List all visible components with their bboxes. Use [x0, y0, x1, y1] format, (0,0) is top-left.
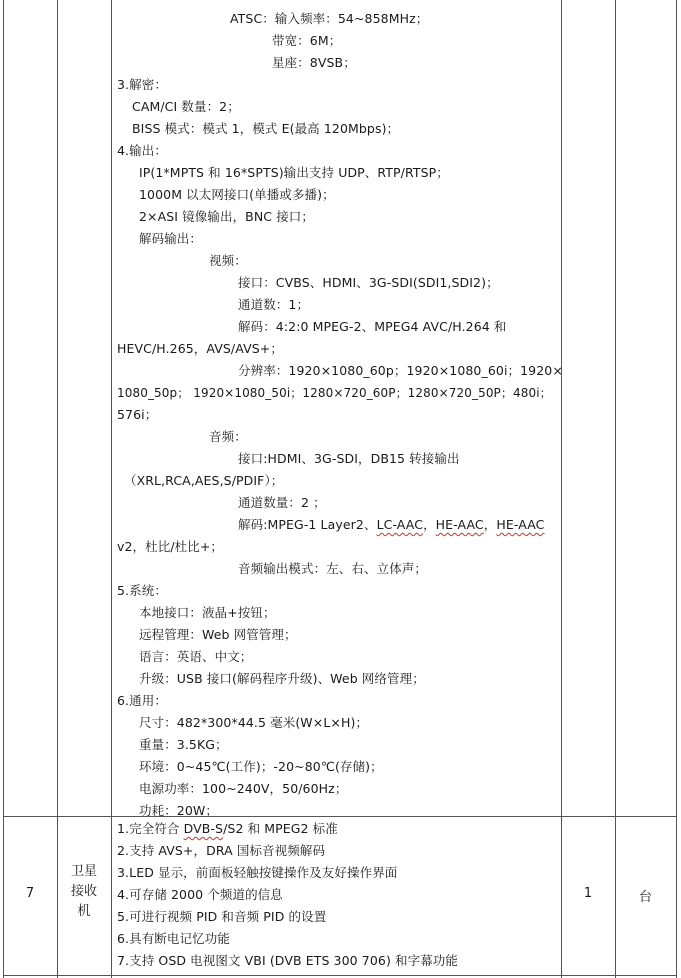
spec-line: 解码：4:2:0 MPEG-2、MPEG4 AVC/H.264 和	[238, 319, 507, 334]
spec-line: 4.可存储 2000 个频道的信息	[117, 887, 283, 902]
table-border-bottom	[3, 975, 677, 976]
spec-line: 语言：英语、中文；	[139, 649, 253, 664]
spec-text: LC-AAC	[376, 517, 424, 532]
spec-line: 1080_50p； 1920×1080_50i；1280×720_60P；1280×720_50P；480i；	[117, 386, 552, 400]
item-name-line: 接收	[70, 884, 97, 899]
section-heading: 3.解密：	[117, 77, 167, 92]
section-heading: 5.系统：	[117, 583, 167, 598]
spec-line	[117, 818, 338, 840]
spec-text: ，	[423, 517, 436, 532]
spec-line	[238, 514, 544, 536]
table-border-left	[3, 0, 4, 978]
spec-text: /S2 和 MPEG2 标准	[223, 821, 338, 836]
column-divider-1	[57, 0, 58, 978]
unit: 台	[638, 890, 652, 905]
column-divider-3	[561, 0, 562, 978]
spec-line: 2.支持 AVS+，DRA 国标音视频解码	[117, 843, 326, 858]
spec-line: 带宽：6M；	[272, 33, 342, 48]
spec-line: 2×ASI 镜像输出，BNC 接口；	[139, 209, 314, 224]
spec-text: DVB-S	[183, 821, 224, 836]
spec-line: 5.可进行视频 PID 和音频 PID 的设置	[117, 909, 327, 924]
spec-line: BISS 模式：模式 1，模式 E(最高 120Mbps)；	[132, 121, 400, 136]
column-divider-2	[111, 0, 112, 978]
spec-text: ，	[483, 517, 497, 532]
sub-heading: 音频：	[209, 429, 247, 444]
item-name	[57, 862, 111, 922]
spec-line: 接口:HDMI、3G-SDI，DB15 转接输出	[238, 451, 460, 466]
spec-line: 7.支持 OSD 电视图文 VBI (DVB ETS 300 706) 和字幕功能	[117, 953, 458, 968]
row-index: 7	[25, 886, 35, 901]
table-border-right	[676, 0, 677, 978]
spec-line: 尺寸：482*300*44.5 毫米(W×L×H)；	[139, 715, 369, 730]
spec-line: 远程管理：Web 网管管理；	[139, 627, 297, 642]
section-heading: 6.通用：	[117, 693, 167, 708]
spec-text: 解码:MPEG-1 Layer2、	[238, 517, 377, 532]
spec-line: ATSC：输入频率：54~858MHz；	[230, 11, 429, 26]
spec-line: 音频输出模式：左、右、立体声；	[238, 561, 428, 576]
sub-heading: 视频：	[209, 253, 247, 268]
item-name-line: 卫星	[70, 864, 97, 879]
spec-line: 通道数量：2 ；	[238, 495, 326, 510]
spec-line: 星座：8VSB；	[272, 55, 356, 70]
row-divider	[3, 816, 677, 817]
spec-line: （XRL,RCA,AES,S/PDIF）；	[124, 473, 284, 488]
spec-text: 1.完全符合	[117, 821, 184, 836]
spec-line: 电源功率：100~240V，50/60Hz；	[139, 781, 348, 796]
spec-line: 解码输出：	[139, 231, 203, 246]
spec-line: 重量：3.5KG；	[139, 737, 228, 752]
spec-text: HE-AAC	[496, 517, 545, 532]
spec-line: HEVC/H.265，AVS/AVS+；	[117, 341, 283, 356]
spec-line: 环境：0~45℃(工作)；-20~80℃(存储)；	[139, 759, 383, 774]
spec-line: 通道数：1；	[238, 297, 310, 312]
spec-line: 分辨率：1920×1080_60p；1920×1080_60i；1920×	[238, 363, 563, 378]
item-name-line: 机	[77, 904, 91, 919]
spec-line: 功耗：20W；	[139, 803, 218, 818]
section-heading: 4.输出：	[117, 143, 167, 158]
spec-line: 6.具有断电记忆功能	[117, 931, 230, 946]
spec-text: HE-AAC	[435, 517, 484, 532]
spec-line: 576i；	[117, 407, 158, 422]
spec-line: 1000M 以太网接口(单播或多播)；	[139, 187, 335, 202]
quantity: 1	[583, 886, 593, 901]
spec-line: 升级：USB 接口(解码程序升级)、Web 网络管理；	[139, 671, 425, 686]
spec-line: CAM/CI 数量：2；	[132, 99, 240, 114]
spec-line: v2，杜比/杜比+；	[117, 539, 224, 554]
column-divider-4	[615, 0, 616, 978]
spec-line: 3.LED 显示，前面板轻触按键操作及友好操作界面	[117, 865, 398, 880]
spec-line: IP(1*MPTS 和 16*SPTS)输出支持 UDP、RTP/RTSP；	[139, 165, 449, 180]
spec-line: 本地接口：液晶+按钮；	[139, 605, 276, 620]
spec-line: 接口：CVBS、HDMI、3G-SDI(SDI1,SDI2)；	[238, 275, 499, 290]
